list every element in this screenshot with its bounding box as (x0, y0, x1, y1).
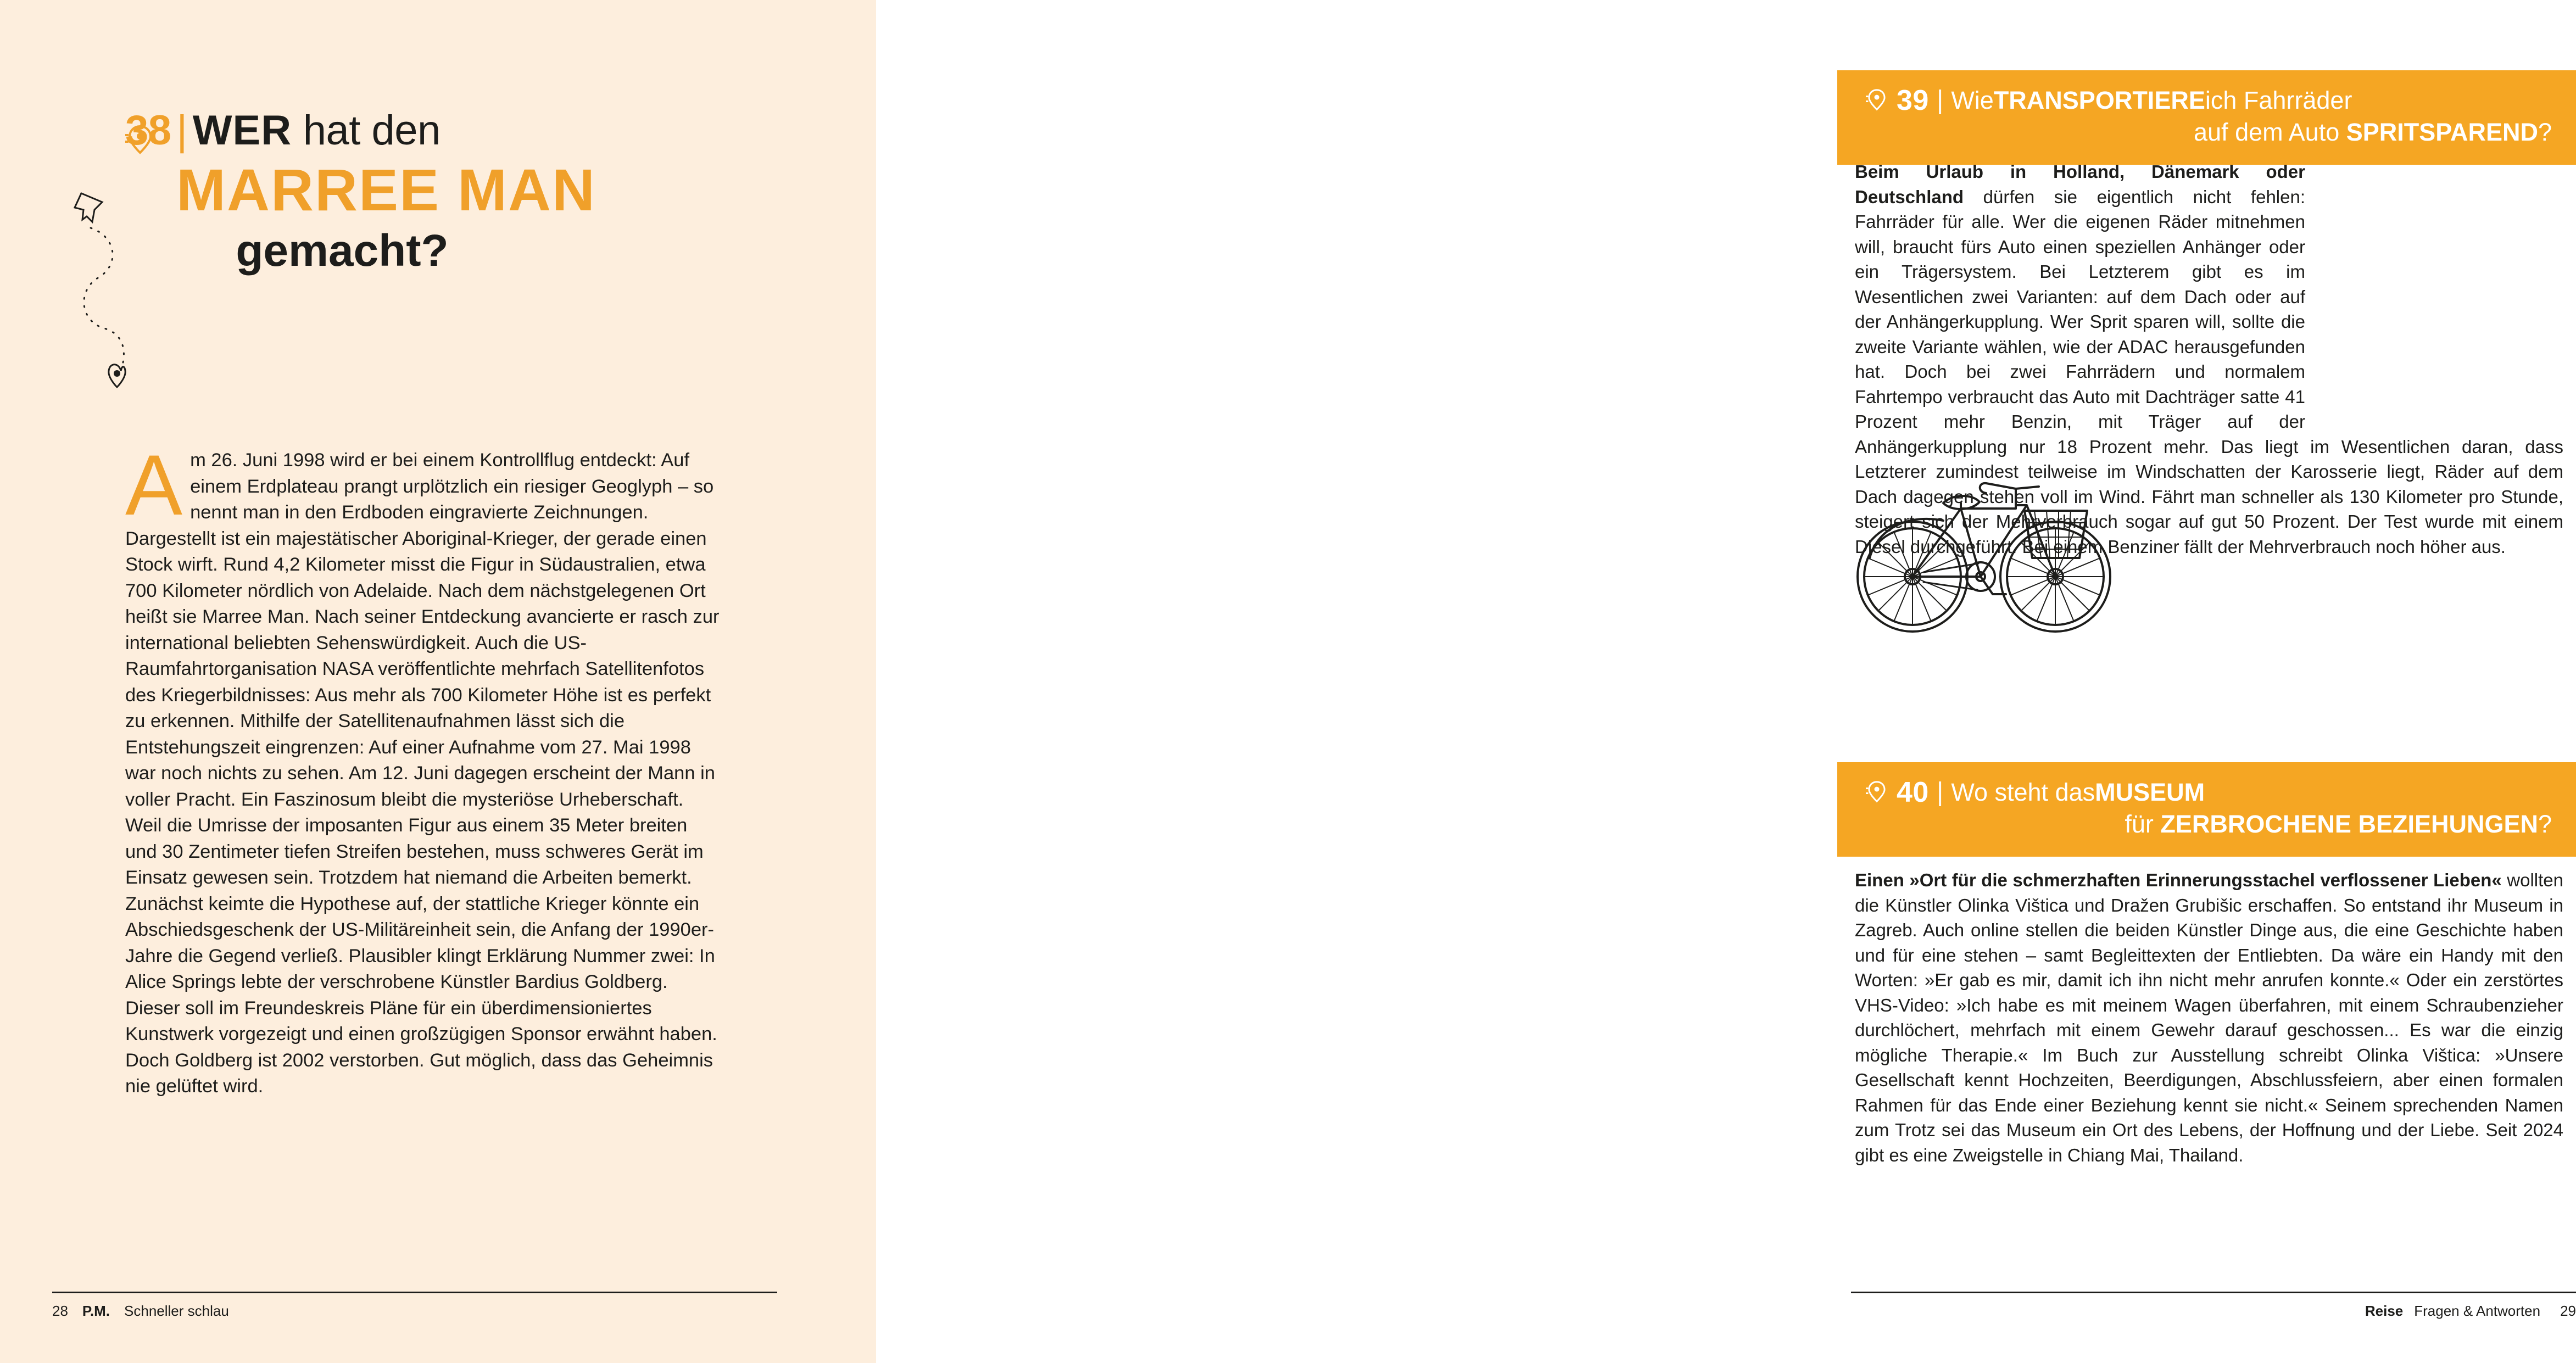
question-40-keyword-1: MUSEUM (2095, 778, 2205, 806)
question-40-line-1 (1866, 777, 2554, 808)
question-number-38: 38 (125, 107, 171, 154)
headline-line-2: MARREE MAN (176, 157, 596, 223)
question-40-line2-pre: für (2125, 810, 2161, 838)
headline-rest: hat den (292, 107, 441, 154)
answer-40-text: wollten die Künstler Olinka Vištica und Dražen Grubišic erschaffen. So entstand ihr Museum in Zagreb. Auch online stellen die beiden Künstler Dinge aus, die eine Geschichte haben und für eine stehen – samt Begleittexten der Entliebten. Da wäre ein Handy mit den Worten: »Er gab es mir, damit ich ihn nicht mehr anrufen konnte.« Oder ein zerstörtes VHS-Video: »Ich habe es mit meinem Wagen überfahren, mit einem Schraubenzieher durchlöchert, mehrfach mit einem Gewehr darauf geschossen... Es war die einzig mögliche Therapie.« Im Buch zur Ausstellung schreibt Olinka Vištica: »Unsere Gesellschaft kennt Hochzeiten, Beerdigungen, Abschlussfeiern, aber einen formalen Rahmen für das Ende einer Beziehung kennt sie nicht.« Seinem sprechenden Namen zum Trotz sei das Museum ein Ort des Lebens, der Hoffnung und der Liebe. Seit 2024 gibt es eine Zweigstelle in Chiang Mai, Thailand. (1855, 870, 2564, 1165)
page-number-left: 28 (52, 1303, 68, 1319)
right-page (876, 0, 2576, 1363)
footer-right (1851, 1303, 2576, 1320)
question-40-line-2 (1866, 808, 2554, 840)
drop-cap: A (125, 438, 183, 533)
map-pin-icon (1866, 88, 1888, 113)
left-headline (125, 107, 729, 276)
question-40-separator: | (1936, 778, 1944, 807)
question-40-line2-post: ? (2538, 810, 2552, 838)
left-article-body (125, 438, 724, 1100)
headline-line-1 (125, 107, 729, 154)
answer-40-lead: Einen »Ort für die schmerzhaften Erinnerungsstachel verflossener Lieben« (1855, 870, 2502, 890)
footer-left (52, 1303, 777, 1320)
headline-wer: WER (192, 107, 292, 154)
page-number-right: 29 (2560, 1303, 2576, 1319)
left-page (0, 0, 876, 1363)
question-39-line2-post: ? (2538, 118, 2552, 146)
left-body-text: m 26. Juni 1998 wird er bei einem Kontrollflug entdeckt: Auf einem Erdplateau prangt urplötzlich ein riesiger Geoglyph – so nennt man in den Erdboden eingravierte Zeichnungen. Dargestellt ist ein majestätischer Aboriginal-Krieger, der gerade einen Stock wirft. Rund 4,2 Kilometer misst die Figur in Südaustralien, etwa 700 Kilometer nördlich von Adelaide. Nach dem nächstgelegenen Ort heißt sie Marree Man. Nach seiner Entdeckung avancierte er rasch zur international beliebten Sehenswürdigkeit. Auch die US-Raumfahrtorganisation NASA veröffentlichte mehrfach Satellitenfotos des Kriegerbildnisses: Aus mehr als 700 Kilometer Höhe ist es perfekt zu erkennen. Mithilfe der Satellitenaufnahmen lässt sich die Entstehungszeit eingrenzen: Auf einer Aufnahme vom 27. Mai 1998 war noch nichts zu sehen. Am 12. Juni dagegen erscheint der Mann in voller Pracht. Ein Faszinosum bleibt die mysteriöse Urheberschaft. Weil die Umrisse der imposanten Figur aus einem 35 Meter breiten und 30 Zentimeter tiefen Streifen bestehen, muss schweres Gerät im Einsatz gewesen sein. Trotzdem hat niemand die Arbeiten bemerkt. Zunächst keimte die Hypothese auf, der stattliche Krieger könnte ein Abschiedsgeschenk der US-Militäreinheit sein, die Anfang der 1990er-Jahre die Gegend verließ. Plausibler klingt Erklärung Nummer zwei: In Alice Springs lebte der verschrobene Künstler Bardius Goldberg. Dieser soll im Freundeskreis Pläne für ein überdimensioniertes Kunstwerk vorgezeigt und einen großzügigen Sponsor erwähnt haben. Doch Goldberg ist 2002 verstorben. Gut möglich, dass das Geheimnis nie gelüftet wird. (125, 450, 720, 1097)
headline-line-3: gemacht? (236, 226, 449, 276)
question-header-40 (1837, 762, 2576, 857)
brand-label: P.M. (82, 1303, 110, 1319)
question-39-line-2 (1866, 116, 2554, 148)
headline-separator: | (176, 107, 187, 154)
answer-body-40 (1855, 868, 2563, 1168)
question-39-text-pre: Wie (1951, 86, 1994, 114)
footer-divider-right (1851, 1292, 2576, 1293)
brand-subtitle: Schneller schlau (124, 1303, 229, 1319)
question-39-text-post: ich Fahrräder (2205, 86, 2352, 114)
answer-39-lead: Beim Urlaub in Holland, Dänemark oder Deutschland (1855, 161, 2305, 207)
map-pin-icon (1866, 780, 1888, 805)
question-header-39 (1837, 70, 2576, 165)
footer-divider-left (52, 1292, 777, 1293)
question-number-40: 40 (1897, 777, 1929, 808)
section-label: Reise (2365, 1303, 2404, 1319)
question-39-keyword-2: SPRITSPAREND (2346, 118, 2538, 146)
question-40-text-pre: Wo steht das (1951, 778, 2095, 806)
answer-body-39 (1855, 159, 2563, 559)
answer-39-text: dürfen sie eigentlich nicht fehlen: Fahrräder für alle. Wer die eigenen Räder mitnehmen will, braucht fürs Auto einen speziellen Anhänger oder ein Trägersystem. Bei Letzterem gibt es im Wesentlichen zwei Varianten: auf dem Dach oder auf der Anhängerkupplung. Wer Sprit sparen will, sollte die zweite Variante wählen, wie der ADAC herausgefunden hat. Doch bei zwei Fahrrädern und normalem Fahrtempo verbraucht das Auto mit Dachträger satte 41 Prozent mehr Benzin, mit Träger auf der Anhängerkupplung nur 18 Prozent mehr. Das liegt im Wesentlichen daran, dass Letzterer zumindest teilweise im Windschatten der Karosserie liegt, Räder auf dem Dach dagegen stehen voll im Wind. Fährt man schneller als 130 Kilometer pro Stunde, steigert sich der Mehrverbrauch sogar auf gut 50 Prozent. Der Test wurde mit einem Diesel durchgeführt. Bei einem Benziner fällt der Mehrverbrauch noch höher aus. (1855, 186, 2563, 557)
question-number-39: 39 (1897, 85, 1929, 116)
question-39-separator: | (1936, 86, 1944, 115)
section-subtitle: Fragen & Antworten (2414, 1303, 2541, 1319)
question-39-line-1 (1866, 85, 2554, 116)
question-40-keyword-2: ZERBROCHENE BEZIEHUNGEN (2160, 810, 2538, 838)
question-39-line2-pre: auf dem Auto (2194, 118, 2346, 146)
question-39-keyword-1: TRANSPORTIERE (1993, 86, 2205, 114)
